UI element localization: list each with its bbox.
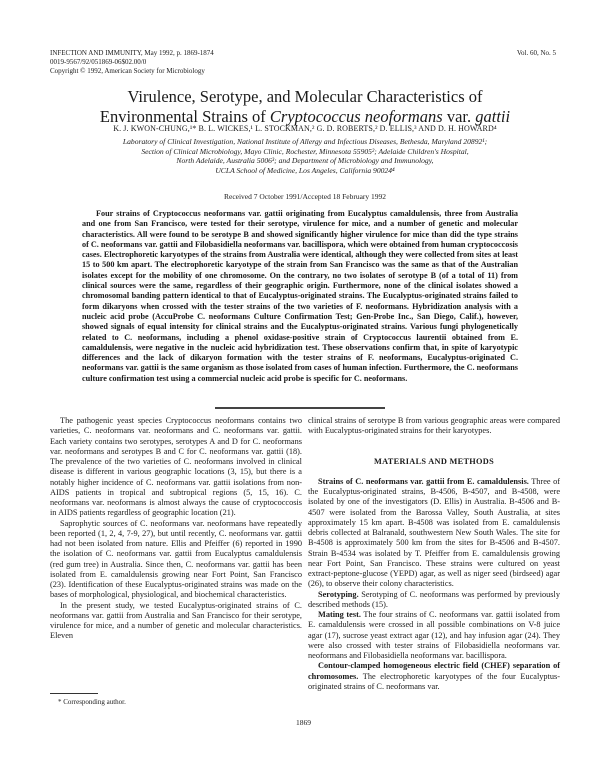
title-variety: gattii [475, 107, 511, 126]
code-line: 0019-9567/92/051869-06$02.00/0 [50, 58, 147, 66]
run-in-heading: Contour-clamped homogeneous electric field (CHEF) separation of chromosomes. [308, 661, 560, 681]
affiliation-line: North Adelaide, Australia 5006³; and Department of Microbiology and Immunology, [176, 156, 434, 166]
methods-paragraph [308, 590, 560, 611]
body-paragraph: Saprophytic sources of C. neoformans var. neoformans have repeatedly been reported (1, 2, 4, 7-9, 27), but until recently, C. neoformans var. gattii had not been isolated from nature. Ellis and Pfeiffer (6) reported in 1990 the isolation of C. neoformans var. gattii from Eucalyptus camaldulensis (red gum tree) in Australia. Since then, C. neoformans var. gattii has been isolated from E. camaldulensis growing near Fort Point, San Francisco (23). Identification of these Eucalyptus-originated strains was made on the bases of morphological, physiological, and biochemical characteristics. [50, 518, 302, 600]
journal-header [50, 49, 214, 76]
affiliation-line: UCLA School of Medicine, Los Angeles, California 90024⁴ [215, 165, 395, 175]
footnote-divider [50, 693, 98, 694]
title-text: Environmental Strains of [99, 107, 266, 126]
volume-label: Vol. 60, No. 5 [516, 49, 556, 57]
abstract-divider [215, 407, 385, 409]
paragraph-text: Three of the Eucalyptus-originated strains, B-4506, B-4507, and B-4508, were isolated by one of the investigators (D. Ellis) in Australia. B-4506 and B-4507 were isolated from the Barossa Valley, South Australia, at sites approximately 15 km apart. B-4508 was isolated from E. camaldulensis debris collected at Balranald, southwestern New South Wales. The site for B-4508 is approximately 500 km from the sites for B-4506 and B-4507. Strain B-4534 was isolated by T. Pfeiffer from E. camaldulensis growing near Fort Point, San Francisco. These strains were cultured on yeast extract-peptone-glucose (YEPD) agar, as well as niger seed (birdseed) agar (26), to observe their colony characteristics. [308, 476, 560, 589]
right-column [308, 416, 560, 692]
affiliations [40, 137, 570, 175]
methods-paragraph [308, 610, 560, 661]
run-in-heading: Mating test. [318, 610, 361, 619]
paragraph-text: Serotyping of C. neoformans was performed by previously described methods (15). [308, 589, 560, 609]
affiliation-line: Section of Clinical Microbiology, Mayo Clinic, Rochester, Minnesota 55905²; Adelaide Children's Hospital, [141, 146, 469, 156]
page-number: 1869 [296, 718, 311, 727]
body-paragraph: In the present study, we tested Eucalyptus-originated strains of C. neoformans var. gattii from Australia and San Francisco for their serotype, virulence for mice, and a number of genetic and molecular characteristics. Eleven [50, 600, 302, 641]
methods-paragraph [308, 661, 560, 692]
body-paragraph: clinical strains of serotype B from various geographic areas were compared with Eucalyptus-originated strains for their karyotypes. [308, 416, 560, 436]
paragraph-text: The four strains of C. neoformans var. gattii isolated from E. camaldulensis were crossed in all possible combinations on V-8 juice agar (17), sucrose yeast extract agar (12), and hay infusion agar (24). They were also crossed with tester strains of Filobasidiella neoformans var. neoformans and Filobasidiella neoformans var. bacillispora. [308, 610, 560, 660]
left-column [50, 416, 302, 642]
body-paragraph: The pathogenic yeast species Cryptococcus neoformans contains two varieties, C. neoformans var. neoformans and C. neoformans var. gattii. Each variety contains two serotypes, serotypes A and D for C. neoformans var. neoformans and serotypes B and C for C. neoformans var. gattii (18). The prevalence of the two varieties of C. neoformans involved in clinical disease is different in various geographic locations (3, 15), but there is a notably higher incidence of C. neoformans var. gattii isolations from non-AIDS patients in tropical and subtropical regions (5, 15, 16). C. neoformans var. neoformans is almost always the cause of cryptococcosis in AIDS patients regardless of geographic location (21). [50, 416, 302, 518]
footnote: * Corresponding author. [58, 698, 126, 706]
copyright-line: Copyright © 1992, American Society for Microbiology [50, 67, 205, 75]
title-species: Cryptococcus neoformans [269, 107, 443, 126]
journal-line: INFECTION AND IMMUNITY, May 1992, p. 1869-1874 [50, 49, 214, 57]
received-date: Received 7 October 1991/Accepted 18 February 1992 [223, 192, 387, 201]
title-line-1: Virulence, Serotype, and Molecular Characteristics of [127, 87, 483, 106]
run-in-heading: Strains of C. neoformans var. gattii from E. camaldulensis. [318, 476, 529, 486]
paper-title [40, 87, 570, 127]
author-list: K. J. KWON-CHUNG,¹* B. L. WICKES,¹ L. STOCKMAN,² G. D. ROBERTS,² D. ELLIS,³ AND D. H. HOWARD⁴ [113, 124, 497, 133]
paragraph-text: The electrophoretic karyotypes of the four Eucalyptus-originated strains of C. neoformans var. [308, 671, 560, 691]
methods-paragraph [308, 477, 560, 590]
section-heading: MATERIALS AND METHODS [373, 456, 494, 466]
affiliation-line: Laboratory of Clinical Investigation, National Institute of Allergy and Infectious Diseases, Bethesda, Maryland 20892¹; [122, 137, 488, 146]
abstract: Four strains of Cryptococcus neoformans var. gattii originating from Eucalyptus camaldulensis, three from Australia and one from San Francisco, were tested for their serotype, virulence for mice, and a number of genetic and molecular characteristics. All were found to be serotype B and showed significantly higher virulence for mice than did the type strains of C. neoformans var. gattii and Filobasidiella neoformans var. bacillispora, which were obtained from human cryptococcosis cases. Electrophoretic karyotypes of the strains from Australia were identical, although they were collected from sites at least 15 to 500 km apart. The electrophoretic karyotype of the strain from San Francisco was the same as that of the Australian isolates except for the mobility of one chromosome. On the contrary, no two isolates of serotype B (of a total of 11) from clinical sources were the same, regardless of their geographic origin. Furthermore, none of the clinical isolates showed a chromosomal banding pattern identical to that of Eucalyptus-originated strains. The Eucalyptus-originated strains failed to form dikaryons when crossed with the tester strains of the two varieties of F. neoformans. Hybridization analysis with a nucleic acid probe (AccuProbe C. neoformans Culture Confirmation Test; Gen-Probe Inc., San Diego, Calif.), however, showed signals of equal intensity for clinical strains and the Eucalyptus-originated strains. Various fungi phylogenetically related to C. neoformans, including a phenol oxidase-positive strain of Cryptococcus laurentii obtained from E. camaldulensis, were negative in the nucleic acid hybridization test. These observations confirm that, in spite of karyotypic differences and the lack of dikaryon formation with the tester strains of F. neoformans, Eucalyptus-originated C. neoformans var. gattii is the same organism as those isolated from cases of human infection. Furthermore, the C. neoformans culture confirmation test using a commercial nucleic acid probe is specific for C. neoformans. [82, 209, 518, 383]
run-in-heading: Serotyping. [318, 589, 359, 599]
title-text: var. [446, 107, 472, 126]
